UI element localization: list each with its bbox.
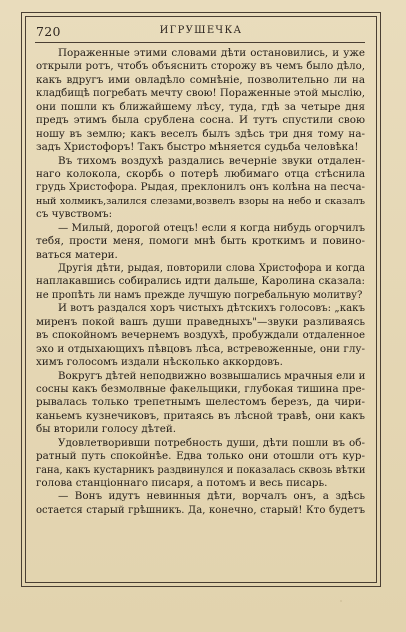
text-line: ратный путь спокойнѣе. Едва только они отошли отъ кур- [36,450,365,463]
text-line: задъ Христофоръ! Такъ быстро мѣняется судьба человѣка! [36,141,359,154]
text-line: открыли ротъ, чтобъ объяснить сторожу въ чемъ было дѣло, [36,61,365,73]
paper-speck [58,118,60,120]
text-line: эхо и отдыхающихъ пѣвцовъ лѣса, встревоженные, они глу- [36,342,365,355]
paper-speck [150,470,152,472]
text-line: кладбищѣ погребать мечту свою! Пораженные этой мыслію, [36,88,365,100]
text-line: ный холмикъ,залился слезами,возвелъ взоры на небо и сказалъ [36,195,365,207]
text-line: Удовлетворивши потребность души, дѣти пошли въ об- [58,436,365,449]
text-line: гана, какъ кустарникъ раздвинулся и показалась сквозь вѣтки [36,464,365,476]
text-line: Въ тихомъ воздухѣ раздались вечерніе звуки отдален- [58,154,365,167]
paper-speck [300,240,302,242]
text-line: ваться матери. [36,248,118,261]
page-number: 720 [36,24,61,39]
header-rule [35,42,365,43]
text-line: бы вторили голосу дѣтей. [36,423,177,436]
text-line: И вотъ раздался хоръ чистыхъ дѣтскихъ голосовъ: „какъ [58,303,365,315]
running-title: ИГРУШЕЧКА [159,25,243,36]
text-line: съ чувствомъ: [36,208,113,221]
text-line: — Вонъ идутъ невинныя дѣти, ворчалъ онъ, а здѣсь [58,490,365,503]
text-line: наплакавшись собирались идти дальше, Каролина сказала: [36,275,365,288]
text-line: какъ вдругъ ими овладѣло сомнѣніе, позволительно ли на [36,73,365,86]
text-line: сосны какъ безмолвные факельщики, глубокая тишина пре- [36,383,365,395]
running-header [36,24,366,40]
text-line: предъ этимъ была срублена сосна. И тутъ спустили свою [36,114,365,127]
text-line: грудь Христофора. Рыдая, преклонилъ онъ колѣна на песча- [36,182,365,194]
text-line: остается старый грѣшникъ. Да, конечно, старый! Кто будетъ [36,504,365,516]
text-line: они пошли къ ближайшему лѣсу, туда, гдѣ за четыре дня [36,100,365,113]
text-line: наго колокола, скорбь о потерѣ любимаго отца стѣснила [36,167,365,180]
text-line: въ спокойномъ вечернемъ воздухѣ, пробуждали отдаленное [36,330,365,342]
body-text [36,47,365,517]
text-line: Пораженные этими словами дѣти остановились, и уже [58,47,365,59]
text-line: ношу въ землю; какъ веселъ былъ здѣсь три дня тому на- [36,127,365,140]
text-line: не пропѣть ли намъ прежде лучшую погребальную молитву? [36,289,363,301]
text-line: — Милый, дорогой отецъ! если я когда нибудь огорчилъ [58,222,365,234]
text-line: голова станціоннаго писаря, а потомъ и весь писарь. [36,477,328,489]
text-line: миренъ покой вашъ души праведныхъ"—звуки разливаясь [36,315,365,328]
text-line: тебя, прости меня, помоги мнѣ быть кроткимъ и повино- [36,235,365,248]
text-line: Другія дѣти, рыдая, повторили слова Христофора и когда [58,263,365,274]
paper-speck [340,600,342,602]
text-line: каньемъ кузнечиковъ, притаясь въ лѣсной травѣ, они какъ [36,409,365,422]
text-line: химъ голосомъ издали нѣсколько аккордовъ. [36,356,283,369]
text-line: Вокругъ дѣтей неподвижно возвышались мрачныя ели и [58,370,365,382]
text-line: рывалась только трепетнымъ шелестомъ березъ, да чири- [36,396,365,409]
